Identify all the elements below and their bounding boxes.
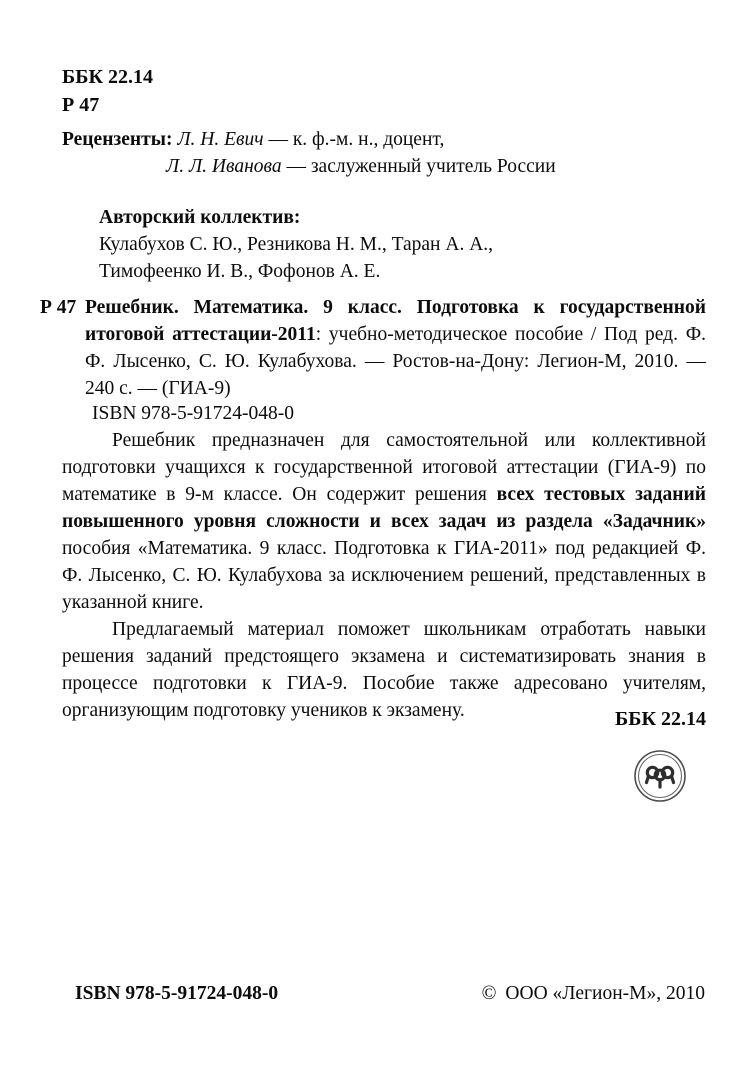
reviewer-2-name: Л. Л. Иванова (166, 156, 282, 177)
bib-code: Р 47 (40, 297, 77, 318)
publisher-stamp-icon (632, 748, 688, 804)
annotation-p1-bold: всех тестовых заданий повышенного уровня сложности и всех задач из раздела «Задачник» (62, 484, 706, 532)
isbn-catalog-line: ISBN 978-5-91724-048-0 (92, 403, 295, 424)
authors-block (99, 204, 679, 285)
annotation-block (62, 427, 706, 724)
bibliographic-entry (40, 294, 706, 402)
footer-line (75, 980, 705, 1007)
classification-block (62, 63, 153, 119)
bbk-code: ББК 22.14 (62, 66, 153, 88)
annotation-p1-text-1: Решебник предназначен для самостоятельной или коллективной подготовки учащихся к государственной итоговой аттестации (ГИА-9) по математике в 9-м классе. Он содержит решения (62, 430, 706, 505)
annotation-paragraph-2: Предлагаемый материал поможет школьникам отработать навыки решения заданий предстоящего экзамена и систематизировать знания в процессе подготовки к ГИА-9. Пособие также адресовано учителям, организующим подготовку учеников к экзамену. (62, 619, 706, 721)
reviewer-1-name: Л. Н. Евич (177, 129, 264, 150)
isbn-footer: ISBN 978-5-91724-048-0 (75, 983, 279, 1004)
authors-line-2: Тимофеенко И. В., Фофонов А. Е. (99, 261, 381, 282)
reviewer-1-desc: — к. ф.-м. н., доцент, (263, 129, 445, 150)
bib-details: : учебно-методическое пособие / Под ред. Ф. Ф. Лысенко, С. Ю. Кулабухова. — Ростов-на-Дону: Легион-М, 2010. — 240 с. — (ГИА-9) (85, 324, 707, 399)
authors-heading: Авторский коллектив: (99, 207, 301, 228)
bib-description (40, 294, 706, 402)
annotation-p1-text-2: пособия «Математика. 9 класс. Подготовка к ГИА-2011» под редакцией Ф. Ф. Лысенко, С. Ю. Кулабухова за исключением решений, представленных в указанной книге. (62, 538, 706, 613)
reviewer-2-desc: — заслуженный учитель России (281, 156, 556, 177)
copyright-icon: © (481, 983, 497, 1004)
authors-line-1: Кулабухов С. Ю., Резникова Н. М., Таран А. А., (99, 234, 494, 255)
copyright-notice (482, 980, 705, 1007)
annotation-paragraph-1 (62, 427, 706, 616)
bbk-code-bottom: ББК 22.14 (615, 708, 706, 730)
reviewer-line-2 (62, 153, 682, 180)
copyright-text: ООО «Легион-М», 2010 (505, 983, 705, 1004)
reviewers-label: Рецензенты: (62, 129, 178, 150)
reviewer-line-1 (62, 126, 682, 153)
author-sign-code: Р 47 (62, 94, 100, 116)
reviewers-block (62, 126, 682, 180)
bib-title: Решебник. Математика. 9 класс. Подготовка к государственной итоговой аттестации-2011 (85, 297, 706, 345)
